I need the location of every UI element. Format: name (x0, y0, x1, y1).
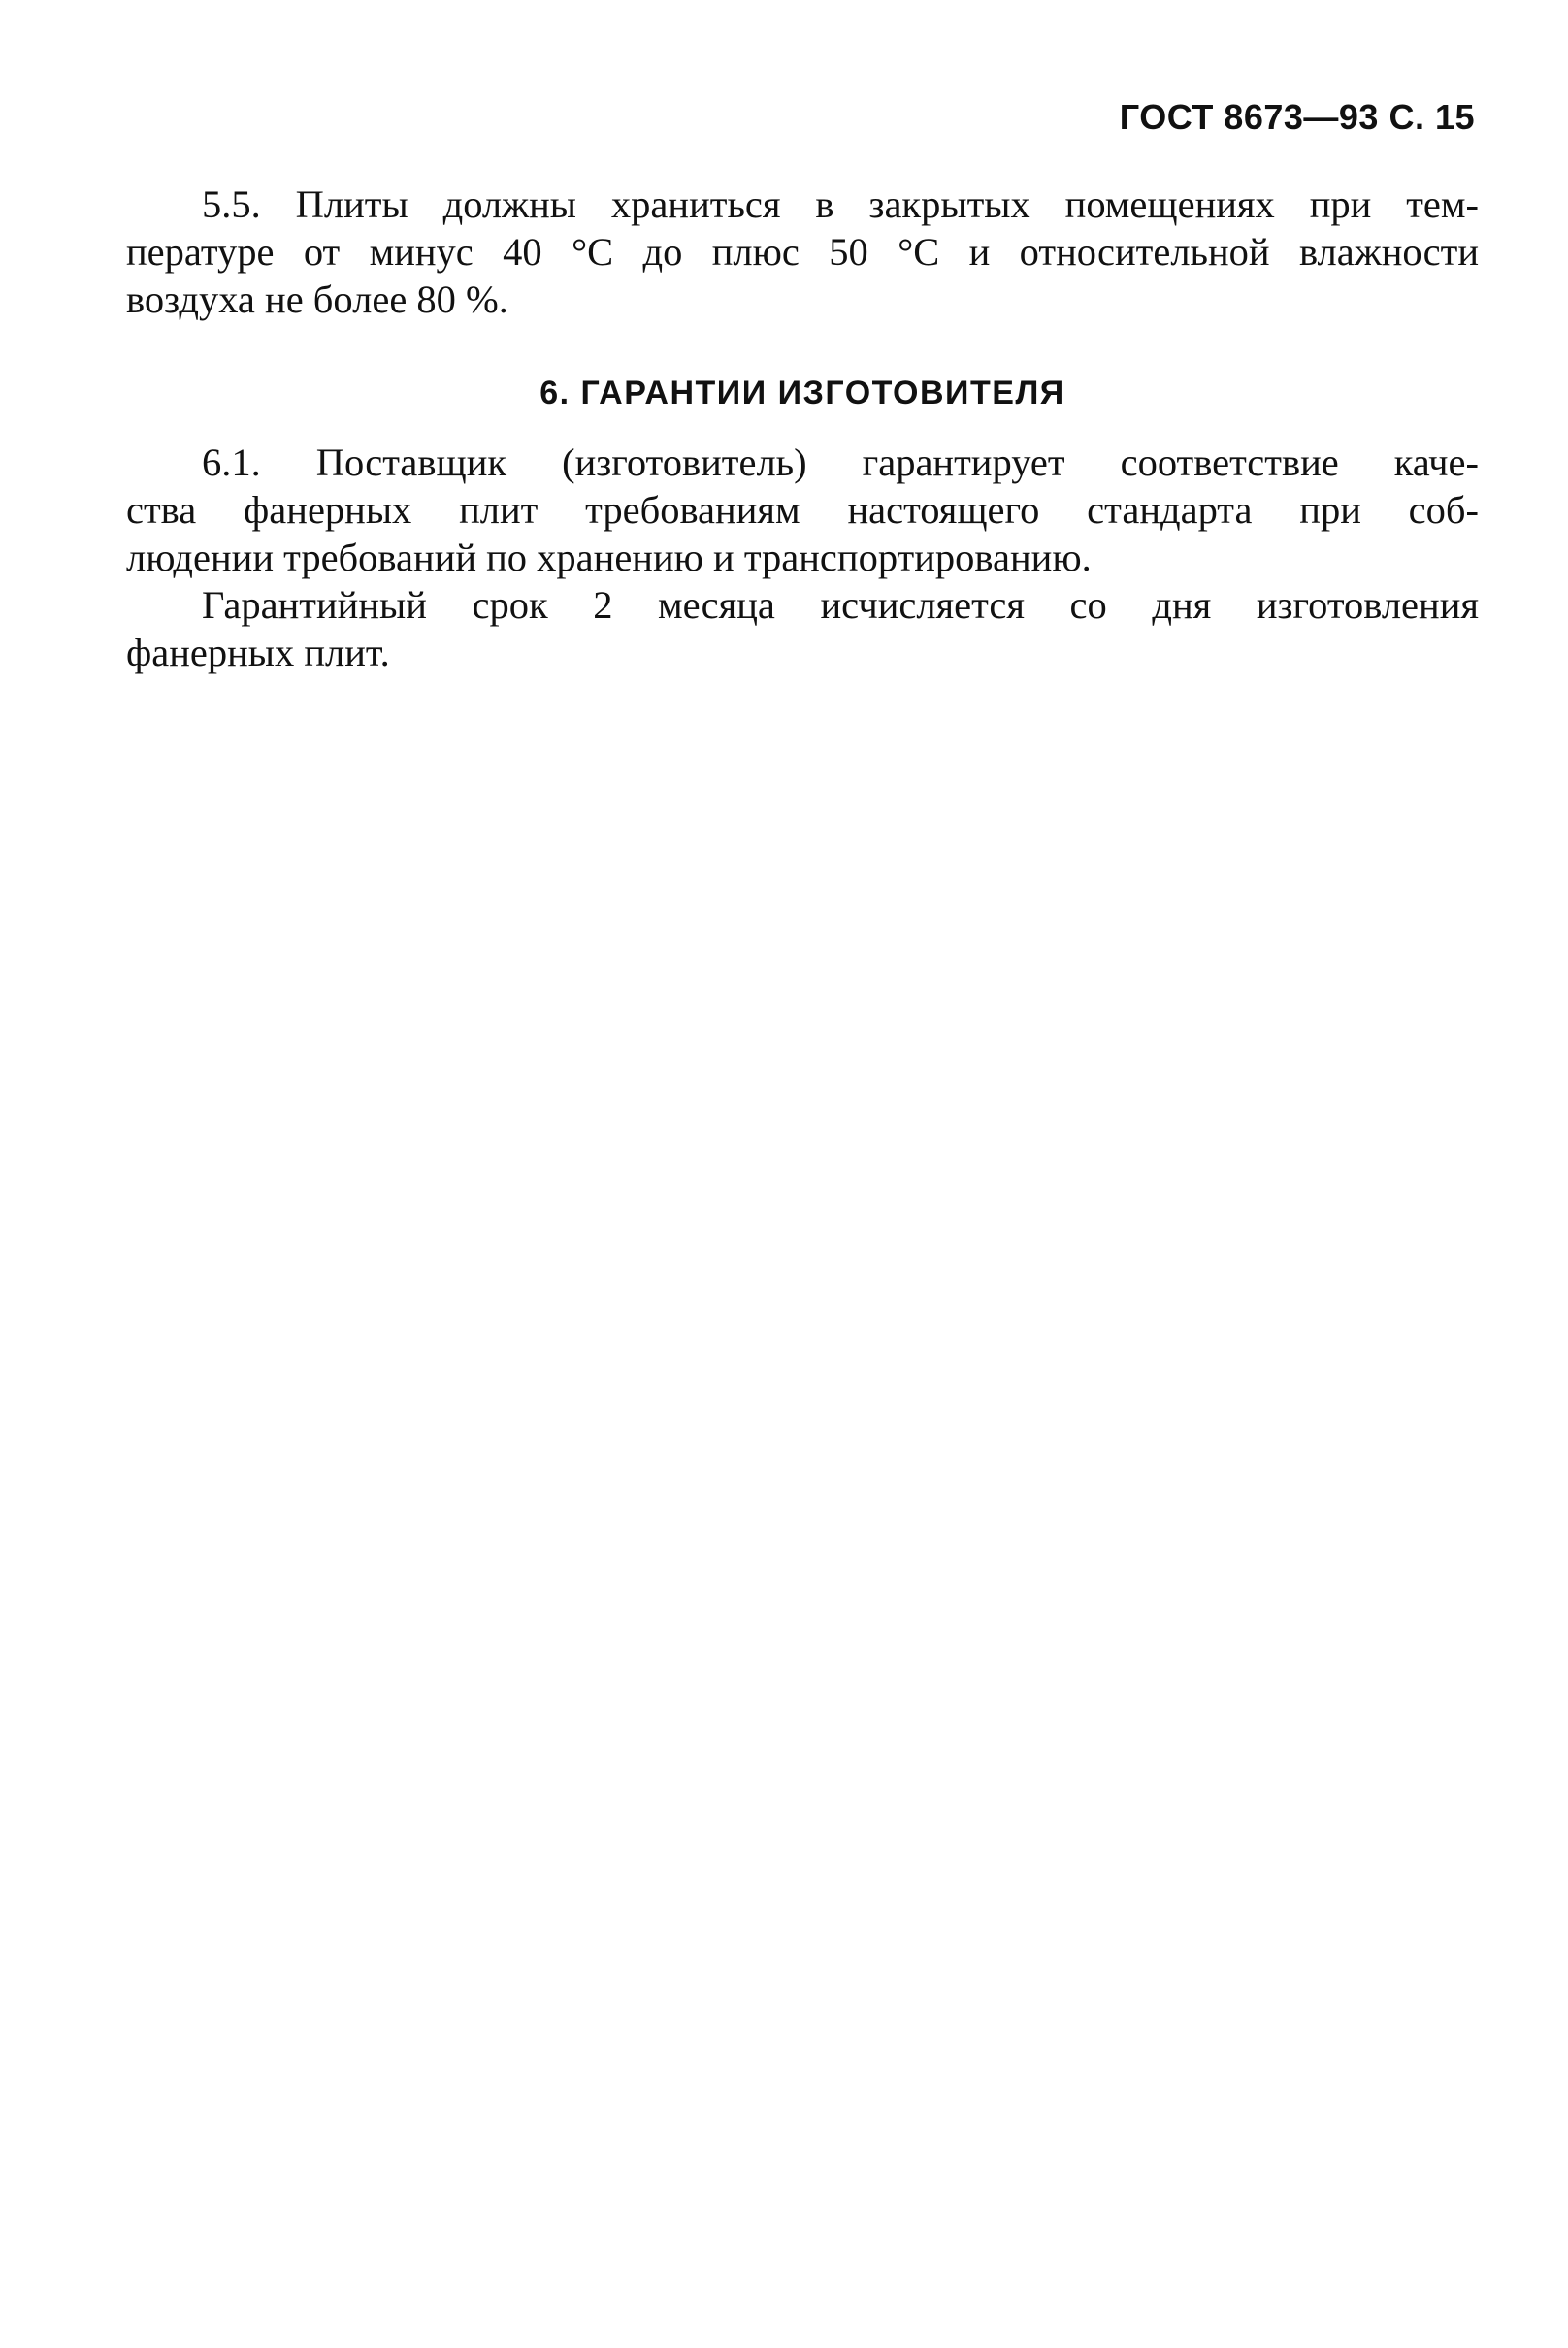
paragraph-line: воздуха не более 80 %. (126, 277, 508, 321)
paragraph-line: фанерных плит. (126, 631, 390, 674)
paragraph-line: Гарантийный срок 2 месяца исчисляется со дня изготовления (202, 583, 1479, 627)
page-content (126, 180, 1479, 676)
paragraph-line: людении требований по хранению и транспортированию. (126, 536, 1092, 579)
paragraph-line: 6.1. Поставщик (изготовитель) гарантирует соответствие каче- (202, 440, 1479, 484)
paragraph-5-5 (126, 180, 1479, 323)
paragraph-6-1 (126, 439, 1479, 581)
paragraph-line: ства фанерных плит требованиям настоящего стандарта при соб- (126, 488, 1479, 532)
paragraph-line: пературе от минус 40 °С до плюс 50 °С и относительной влажности (126, 230, 1479, 274)
paragraph-warranty (126, 581, 1479, 676)
running-header: ГОСТ 8673—93 С. 15 (1119, 97, 1475, 137)
section-heading: 6. ГАРАНТИИ ИЗГОТОВИТЕЛЯ (539, 375, 1065, 411)
paragraph-line: 5.5. Плиты должны храниться в закрытых помещениях при тем- (202, 182, 1479, 226)
